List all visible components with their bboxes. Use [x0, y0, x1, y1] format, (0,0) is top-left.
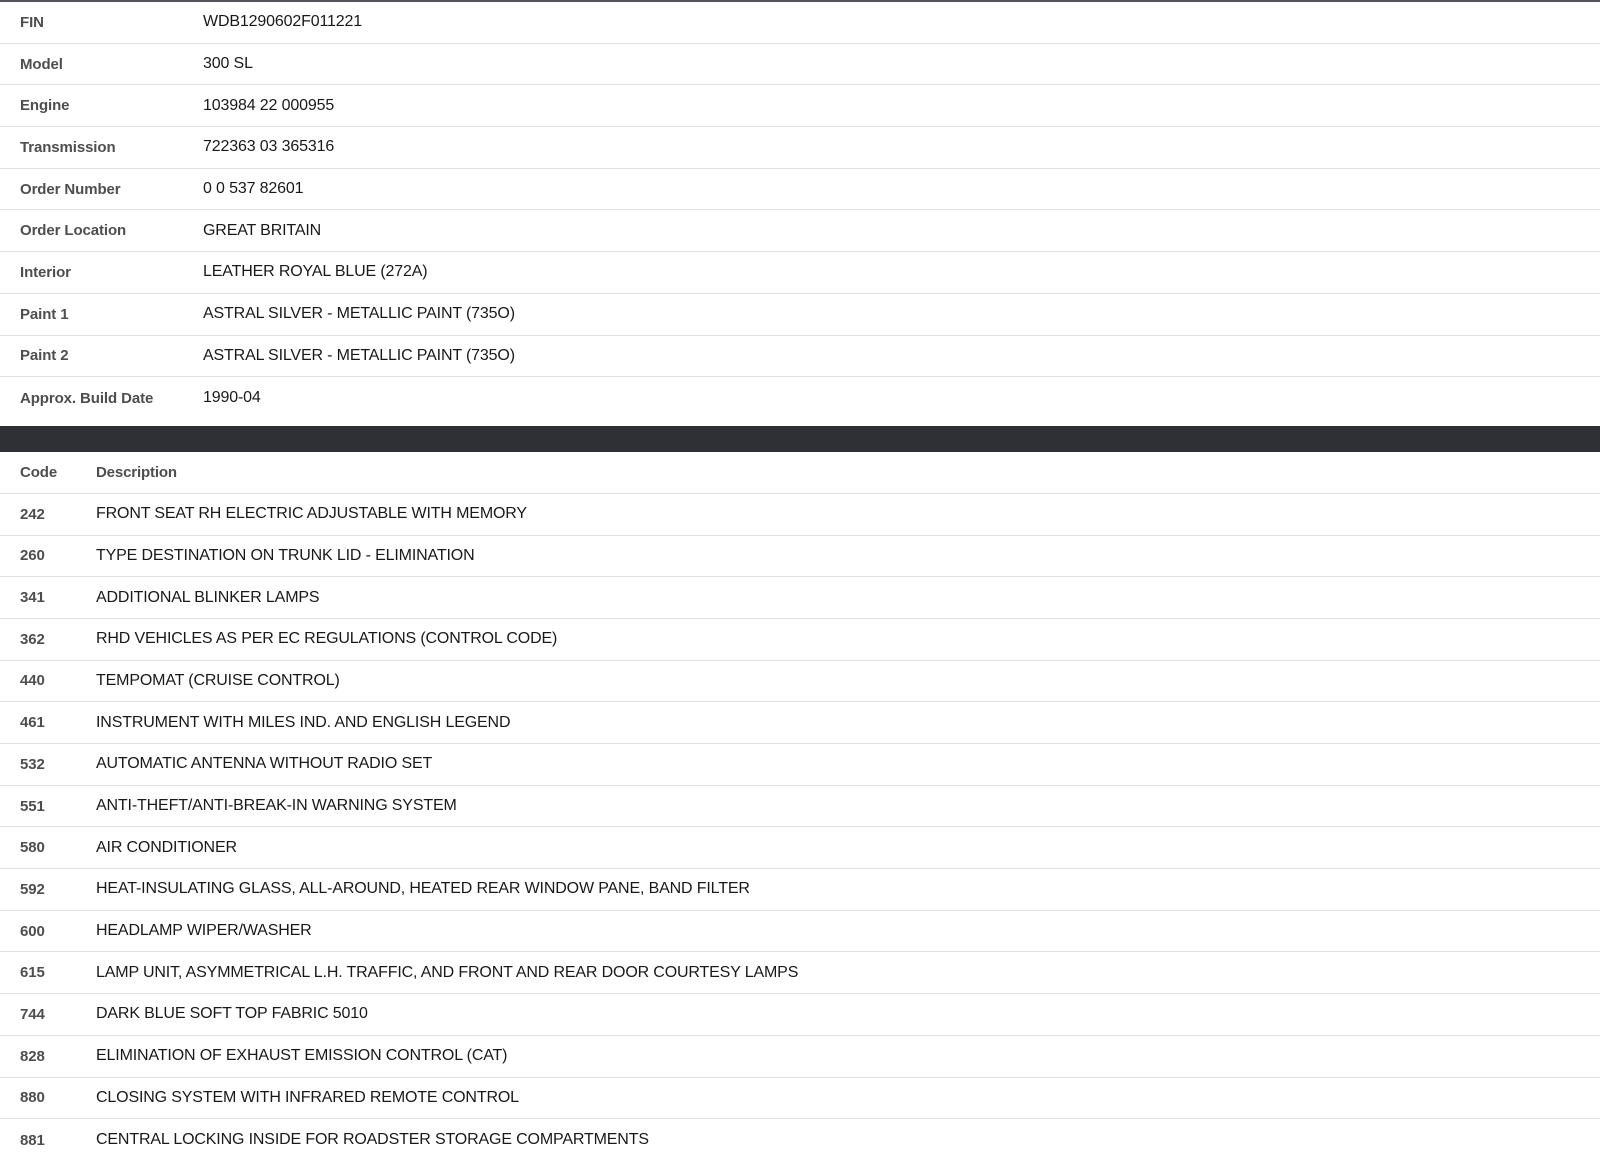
option-description: TYPE DESTINATION ON TRUNK LID - ELIMINATION	[96, 546, 475, 564]
option-row	[0, 702, 1600, 744]
option-row	[0, 661, 1600, 703]
info-label: Paint 1	[20, 305, 69, 323]
option-code: 461	[20, 714, 45, 732]
option-description: LAMP UNIT, ASYMMETRICAL L.H. TRAFFIC, AND FRONT AND REAR DOOR COURTESY LAMPS	[96, 963, 799, 981]
info-value: GREAT BRITAIN	[203, 221, 322, 239]
option-row	[0, 1078, 1600, 1120]
option-row	[0, 827, 1600, 869]
info-value: ASTRAL SILVER - METALLIC PAINT (735O)	[203, 305, 515, 323]
info-value: 1990-04	[203, 389, 261, 407]
info-value: ASTRAL SILVER - METALLIC PAINT (735O)	[203, 346, 515, 364]
option-row	[0, 1036, 1600, 1078]
option-code: 881	[20, 1131, 45, 1149]
options-table	[0, 452, 1600, 1161]
info-label: Paint 2	[20, 347, 69, 365]
option-code: 600	[20, 922, 45, 940]
option-description: HEADLAMP WIPER/WASHER	[96, 922, 312, 940]
option-code: 260	[20, 547, 45, 565]
info-label: Approx. Build Date	[20, 389, 154, 407]
option-description: INSTRUMENT WITH MILES IND. AND ENGLISH LEGEND	[96, 713, 511, 731]
option-code: 362	[20, 630, 45, 648]
option-description: AIR CONDITIONER	[96, 838, 237, 856]
code-column-header: Code	[20, 463, 58, 481]
info-row-paint-2	[0, 336, 1600, 378]
option-description: ELIMINATION OF EXHAUST EMISSION CONTROL (CAT)	[96, 1047, 508, 1065]
description-column-header: Description	[96, 463, 177, 481]
option-code: 580	[20, 839, 45, 857]
section-divider-bar	[0, 426, 1600, 452]
option-row	[0, 619, 1600, 661]
info-row-order-location	[0, 210, 1600, 252]
option-row	[0, 536, 1600, 578]
info-label: Transmission	[20, 138, 116, 156]
option-code: 341	[20, 589, 45, 607]
info-label: Engine	[20, 97, 70, 115]
option-row	[0, 744, 1600, 786]
option-code: 744	[20, 1005, 45, 1023]
option-row	[0, 952, 1600, 994]
options-table-header	[0, 452, 1600, 494]
info-label: Interior	[20, 263, 71, 281]
option-code: 440	[20, 672, 45, 690]
option-description: FRONT SEAT RH ELECTRIC ADJUSTABLE WITH MEMORY	[96, 505, 527, 523]
info-row-build-date	[0, 377, 1600, 419]
vehicle-info-table	[0, 2, 1600, 419]
option-code: 242	[20, 505, 45, 523]
info-row-interior	[0, 252, 1600, 294]
info-row-fin	[0, 2, 1600, 44]
option-row	[0, 911, 1600, 953]
option-code: 592	[20, 880, 45, 898]
option-code: 880	[20, 1089, 45, 1107]
info-row-model	[0, 44, 1600, 86]
info-row-engine	[0, 85, 1600, 127]
option-row	[0, 994, 1600, 1036]
info-value: 0 0 537 82601	[203, 180, 304, 198]
option-row	[0, 869, 1600, 911]
info-label: FIN	[20, 13, 44, 31]
option-row	[0, 1119, 1600, 1161]
info-row-paint-1	[0, 294, 1600, 336]
info-row-transmission	[0, 127, 1600, 169]
option-description: CLOSING SYSTEM WITH INFRARED REMOTE CONTROL	[96, 1088, 519, 1106]
info-label: Order Location	[20, 222, 127, 240]
info-row-order-number	[0, 169, 1600, 211]
info-value: 103984 22 000955	[203, 96, 335, 114]
option-description: AUTOMATIC ANTENNA WITHOUT RADIO SET	[96, 755, 433, 773]
section-gap	[0, 419, 1600, 426]
option-row	[0, 577, 1600, 619]
info-value: LEATHER ROYAL BLUE (272A)	[203, 263, 428, 281]
option-description: RHD VEHICLES AS PER EC REGULATIONS (CONTROL CODE)	[96, 630, 558, 648]
option-description: ADDITIONAL BLINKER LAMPS	[96, 588, 320, 606]
option-code: 551	[20, 797, 45, 815]
option-row	[0, 494, 1600, 536]
option-row	[0, 786, 1600, 828]
info-label: Model	[20, 55, 63, 73]
option-code: 532	[20, 755, 45, 773]
option-description: TEMPOMAT (CRUISE CONTROL)	[96, 671, 340, 689]
option-description: DARK BLUE SOFT TOP FABRIC 5010	[96, 1005, 368, 1023]
info-value: 300 SL	[203, 55, 253, 73]
info-value: WDB1290602F011221	[203, 13, 363, 31]
option-description: HEAT-INSULATING GLASS, ALL-AROUND, HEATED REAR WINDOW PANE, BAND FILTER	[96, 880, 750, 898]
option-description: ANTI-THEFT/ANTI-BREAK-IN WARNING SYSTEM	[96, 797, 457, 815]
option-description: CENTRAL LOCKING INSIDE FOR ROADSTER STORAGE COMPARTMENTS	[96, 1131, 649, 1149]
option-code: 828	[20, 1047, 45, 1065]
info-value: 722363 03 365316	[203, 138, 335, 156]
option-code: 615	[20, 964, 45, 982]
info-label: Order Number	[20, 180, 121, 198]
